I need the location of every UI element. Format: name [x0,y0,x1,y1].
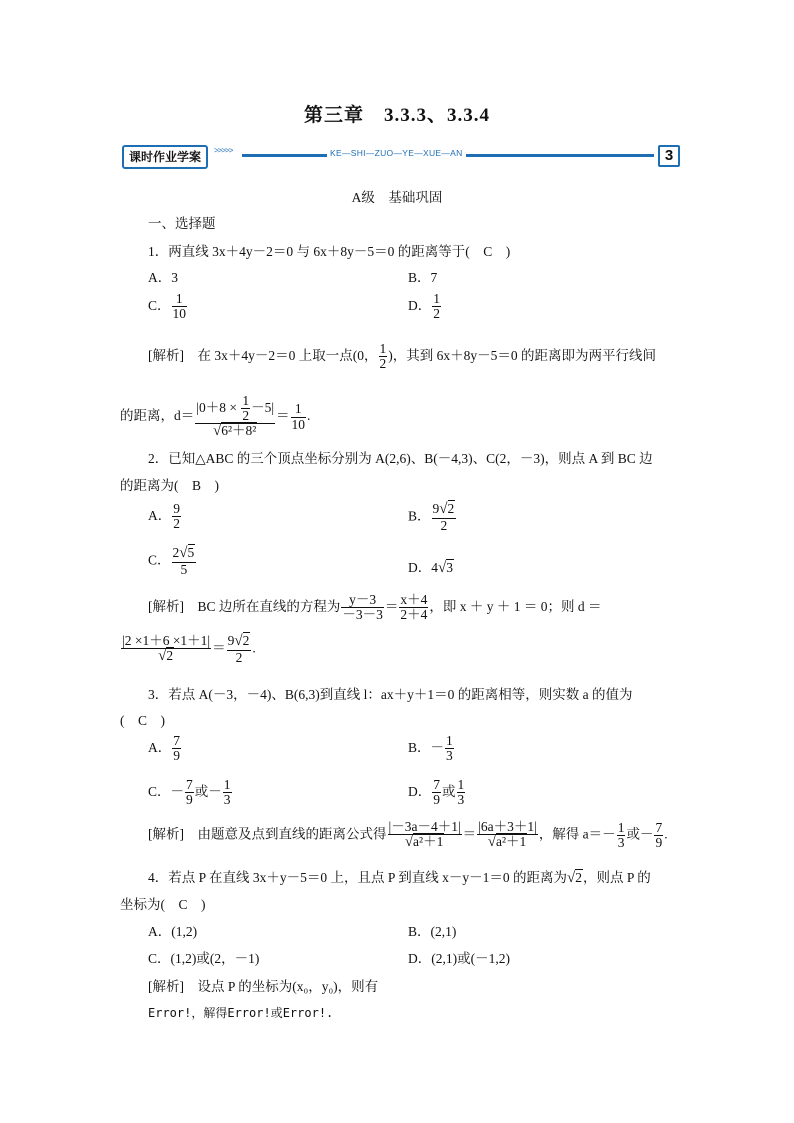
q1-option-a: A．3 [148,270,178,285]
section-heading: 一、选择题 [148,216,216,231]
q4-stem-line2: 坐标为( C ) [120,897,206,912]
q4-option-d: D．(2,1)或(－1,2) [408,951,510,966]
q2-option-b: B． $\frac{9√2}{2}$ [408,501,455,533]
banner-tag: 课时作业学案 [122,145,208,169]
banner-arrows-icon: >>>>> [214,146,233,155]
q3-solution: [解析] 由题意及点到直线的距离公式得 $\frac{|-3a-4+1|}{\text{√a²＋1}}$ ＝ $\frac{|6a+3+1|}{\text{√a²＋1}}$ ，解得 a＝－ $\frac{1}{3}$ 或－ $\frac{7}{9}$ . [148,819,668,851]
q2-option-a: A． $\frac{9}{2}$ [148,501,180,532]
q3-stem-line2: ( C ) [120,713,165,728]
banner-pinyin: KE—SHI—ZUO—YE—XUE—AN [327,148,466,158]
q3-option-b: B．－ $\frac{1}{3}$ [408,733,453,764]
q2-solution-line2: $\frac{|2 \times 1+6 \times 1+1|}{√2}$ ＝ $\frac{9√2}{2}$ . [122,633,256,665]
section-banner [122,145,680,167]
q1-solution-line1: [解析] 在 3x＋4y－2＝0 上取一点(0， $\frac{1}{2}$ )，其到 6x＋8y－5＝0 的距离即为两平行线间 [148,341,656,372]
banner-number: 3 [658,145,680,167]
q3-option-a: A． $\frac{7}{9}$ [148,733,180,764]
page-title: 第三章 3.3.3、3.3.4 [303,105,490,126]
q3-option-d: D． $\frac{7}{9}$ 或 $\frac{1}{3}$ [408,777,465,808]
q2-stem-line1: 2．已知△ABC 的三个顶点坐标分别为 A(2,6)、B(－4,3)、C(2，－3)，则点 A 到 BC 边 [148,451,653,466]
q2-option-d: D．4√3 [408,560,453,576]
q4-option-b: B．(2,1) [408,924,457,939]
q2-solution-line1: [解析] BC 边所在直线的方程为 $\frac{y-3}{-3-3}$ ＝ $\frac{x+4}{2+4}$ ，即 x ＋ y ＋ 1 ＝ 0；则 d ＝ [148,592,602,623]
q1-stem: 1．两直线 3x＋4y－2＝0 与 6x＋8y－5＝0 的距离等于( C ) [148,244,511,259]
q1-solution-line2: 的距离，d＝ |0＋8 × $\frac{1}{2}$ －5| √6²＋8² ＝ $\frac{1}{10}$ . [120,393,311,440]
q1-option-d: D． $\frac{1}{2}$ [408,291,440,322]
q4-option-c: C．(1,2)或(2，－1) [148,951,260,966]
q4-solution-line2: Error!，解得Error!或Error!. [148,1006,334,1020]
level-heading: A级 基础巩固 [351,190,443,205]
q4-stem-line1: 4．若点 P 在直线 3x＋y－5＝0 上，且点 P 到直线 x－y－1＝0 的距离为√2，则点 P 的 [148,870,651,886]
q2-stem-line2: 的距离为( B ) [120,478,219,493]
q4-solution-line1: [解析] 设点 P 的坐标为(x₀，y₀)，则有 [148,979,379,994]
q4-option-a: A．(1,2) [148,924,198,939]
q1-option-c: C． $\frac{1}{10}$ [148,291,187,322]
q3-option-c: C．－ $\frac{7}{9}$ 或－ $\frac{1}{3}$ [148,777,231,808]
q1-option-b: B．7 [408,270,438,285]
q2-option-c: C． $\frac{2√5}{5}$ [148,545,195,577]
q3-stem-line1: 3．若点 A(－3，－4)、B(6,3)到直线 l：ax＋y＋1＝0 的距离相等，则实数 a 的值为 [148,687,633,702]
